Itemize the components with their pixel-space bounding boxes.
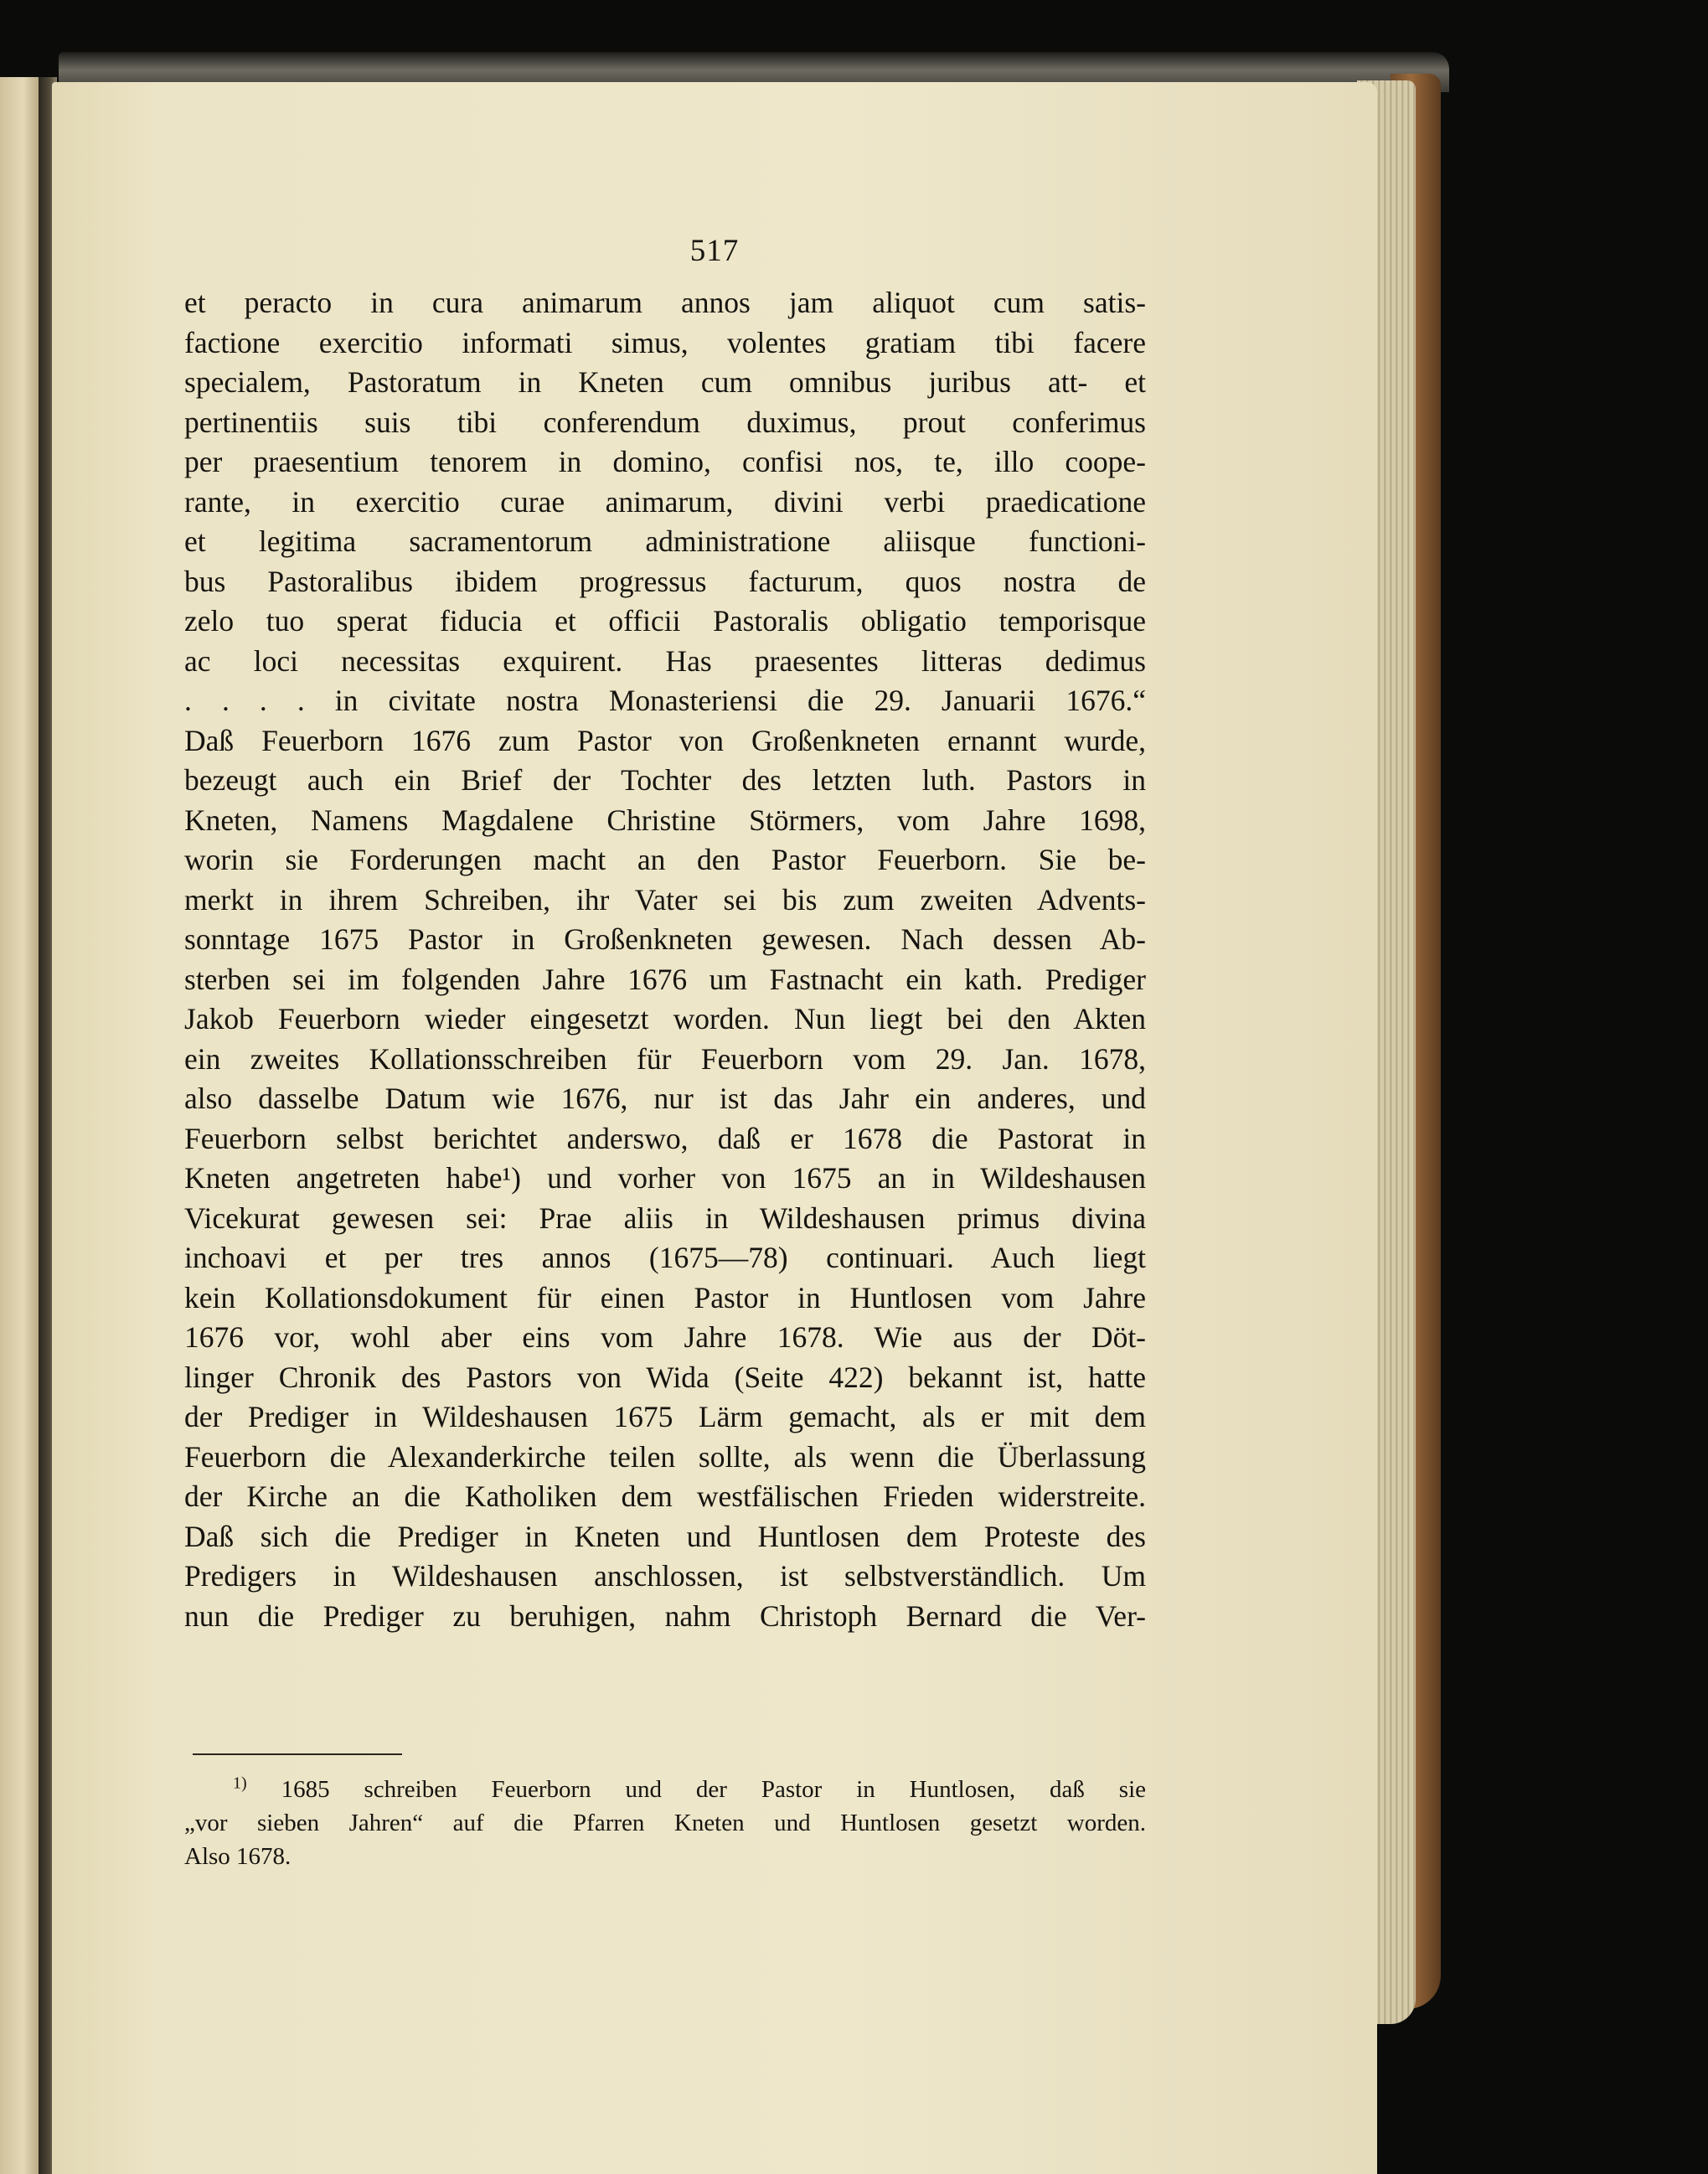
text-line: zelo tuo sperat fiducia et officii Pastoralis obligatio temporisque [184, 604, 1146, 638]
text-line: Kneten angetreten habe¹) und vorher von 1675 an in Wildeshausen [184, 1161, 1146, 1195]
text-line: linger Chronik des Pastors von Wida (Seite 422) bekannt ist, hatte [184, 1360, 1146, 1394]
text-line: Predigers in Wildeshausen anschlossen, ist selbstverständlich. Um [184, 1559, 1146, 1593]
text-line: 1676 vor, wohl aber eins vom Jahre 1678. Wie aus der Döt- [184, 1320, 1146, 1354]
text-line: et legitima sacramentorum administratione aliisque functioni- [184, 524, 1146, 558]
text-line: kein Kollationsdokument für einen Pastor in Huntlosen vom Jahre [184, 1280, 1146, 1314]
text-line: merkt in ihrem Schreiben, ihr Vater sei bis zum zweiten Advents- [184, 882, 1146, 917]
page-number: 517 [689, 234, 740, 268]
text-line: Daß Feuerborn 1676 zum Pastor von Großenkneten ernannt wurde, [184, 723, 1146, 757]
footnote-separator [193, 1753, 402, 1755]
footnote-line-1 [184, 1773, 1146, 1806]
text-line: Feuerborn selbst berichtet anderswo, daß er 1678 die Pastorat in [184, 1121, 1146, 1155]
body-text [184, 283, 1146, 1636]
left-page-edge [0, 77, 39, 2174]
text-line: ein zweites Kollationsschreiben für Feuerborn vom 29. Jan. 1678, [184, 1041, 1146, 1076]
footnote [184, 1773, 1146, 1873]
text-line: bus Pastoralibus ibidem progressus facturum, quos nostra de [184, 564, 1146, 598]
text-line: Vicekurat gewesen sei: Prae aliis in Wildeshausen primus divina [184, 1201, 1146, 1235]
text-line: sonntage 1675 Pastor in Großenkneten gewesen. Nach dessen Ab- [184, 922, 1146, 956]
footnote-text-1: 1685 schreiben Feuerborn und der Pastor in Huntlosen, daß sie [281, 1776, 1147, 1803]
footnote-line-3: Also 1678. [184, 1843, 292, 1870]
text-line: nun die Prediger zu beruhigen, nahm Christoph Bernard die Ver- [184, 1598, 1146, 1633]
text-line: inchoavi et per tres annos (1675—78) continuari. Auch liegt [184, 1241, 1146, 1274]
text-line: der Prediger in Wildeshausen 1675 Lärm gemacht, als er mit dem [184, 1400, 1146, 1433]
text-line: sterben sei im folgenden Jahre 1676 um Fastnacht ein kath. Prediger [184, 962, 1146, 996]
text-line: pertinentiis suis tibi conferendum duximus, prout conferimus [184, 405, 1146, 439]
text-line: per praesentium tenorem in domino, confisi nos, te, illo coope- [184, 445, 1146, 478]
text-line: also dasselbe Datum wie 1676, nur ist das Jahr ein anderes, und [184, 1082, 1146, 1115]
text-line: worin sie Forderungen macht an den Pastor Feuerborn. Sie be- [184, 843, 1146, 876]
footnote-line-2: „vor sieben Jahren“ auf die Pfarren Kneten und Huntlosen gesetzt worden. [184, 1810, 1146, 1836]
book-page [52, 82, 1377, 2174]
text-line: factione exercitio informati simus, volentes gratiam tibi facere [184, 325, 1146, 359]
text-line: rante, in exercitio curae animarum, divini verbi praedicatione [184, 484, 1146, 519]
text-line: ac loci necessitas exquirent. Has praesentes litteras dedimus [184, 643, 1146, 678]
text-line: specialem, Pastoratum in Kneten cum omnibus juribus att- et [184, 365, 1146, 399]
text-line: Daß sich die Prediger in Kneten und Huntlosen dem Proteste des [184, 1519, 1146, 1553]
text-line: et peracto in cura animarum annos jam aliquot cum satis- [184, 286, 1146, 319]
text-line: . . . . in civitate nostra Monasteriensi die 29. Januarii 1676.“ [184, 684, 1146, 717]
text-line: bezeugt auch ein Brief der Tochter des letzten luth. Pastors in [184, 763, 1146, 797]
footnote-marker: 1) [233, 1774, 247, 1793]
text-line: der Kirche an die Katholiken dem westfälischen Frieden widerstreite. [184, 1479, 1146, 1513]
text-line: Jakob Feuerborn wieder eingesetzt worden. Nun liegt bei den Akten [184, 1002, 1146, 1035]
text-line: Kneten, Namens Magdalene Christine Störmers, vom Jahre 1698, [184, 803, 1146, 837]
text-line: Feuerborn die Alexanderkirche teilen sollte, als wenn die Überlassung [184, 1439, 1146, 1474]
